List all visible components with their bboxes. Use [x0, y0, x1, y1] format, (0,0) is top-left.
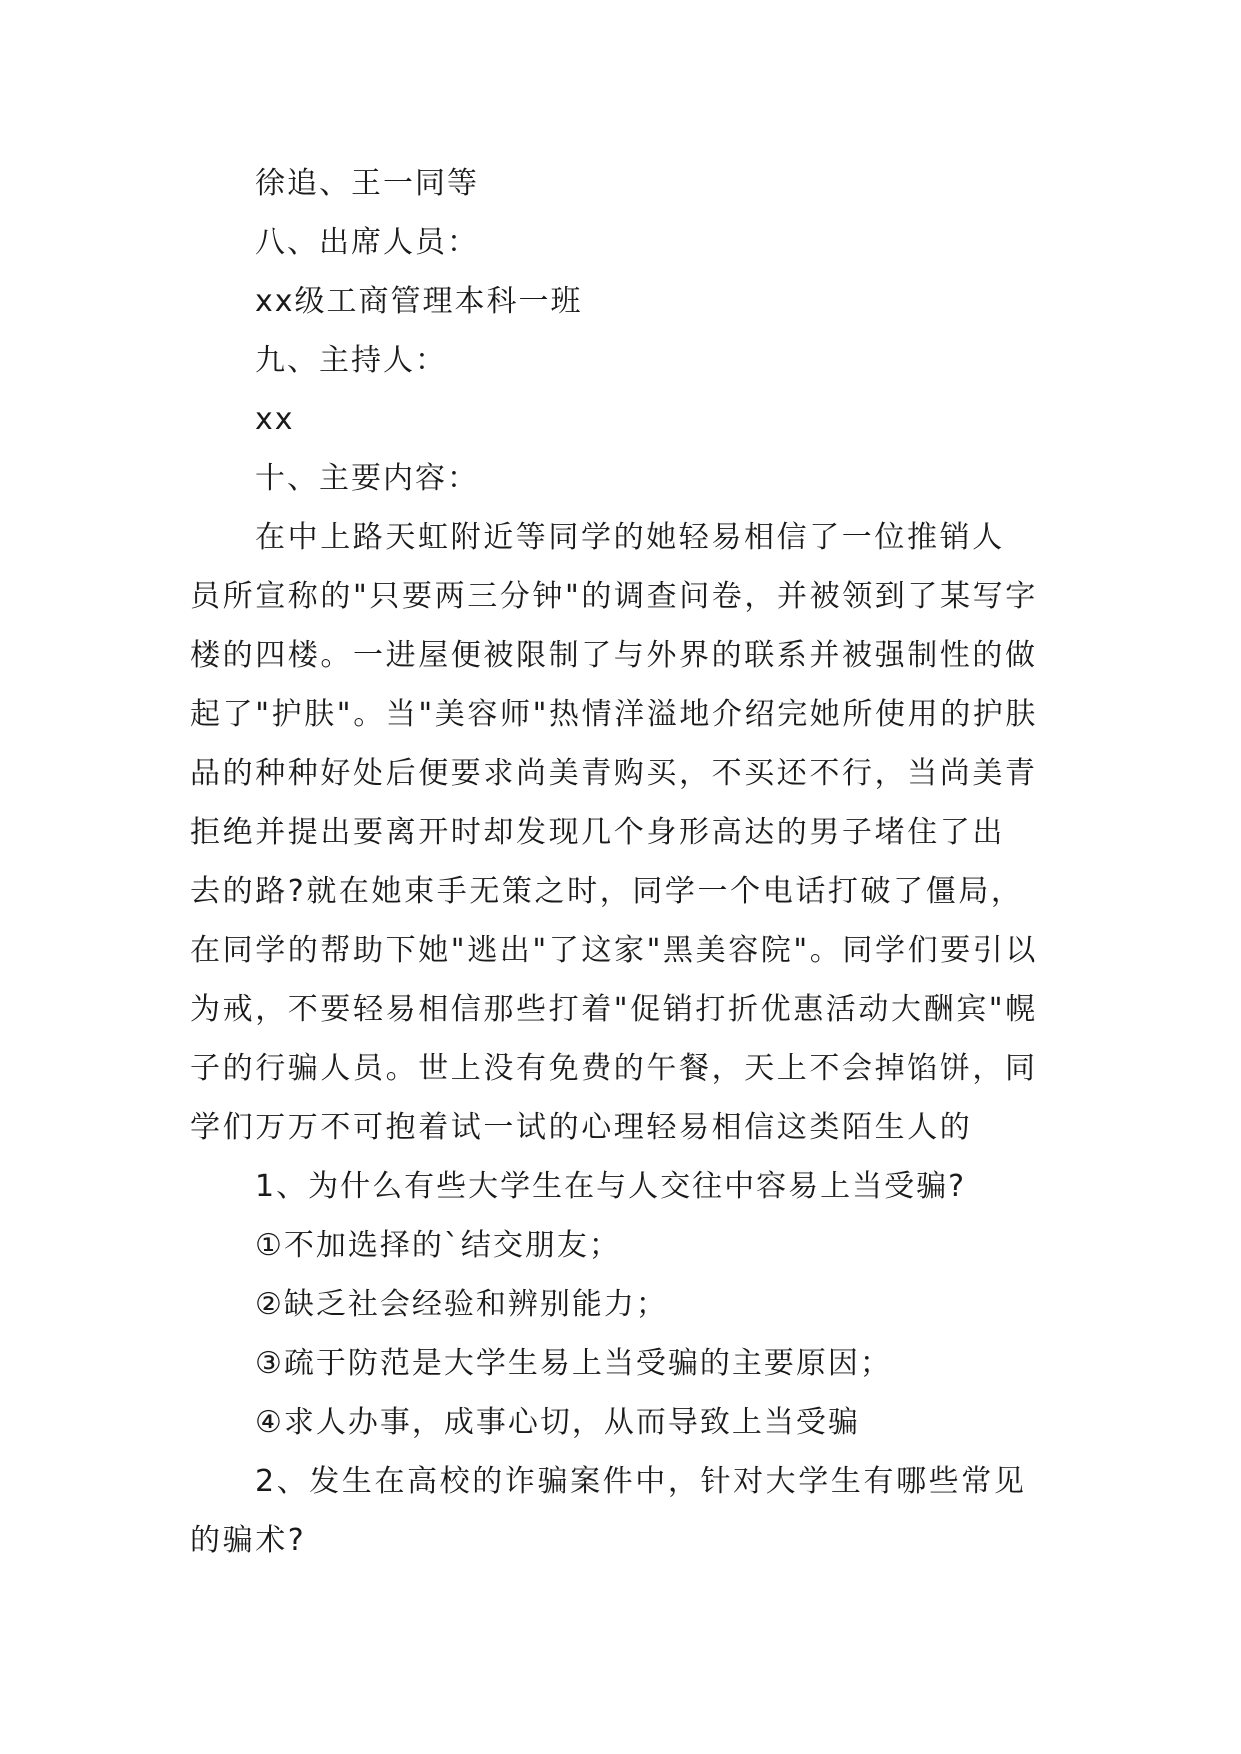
reason-item-2: ②缺乏社会经验和辨别能力；	[255, 1287, 668, 1322]
question-1: 1、为什么有些大学生在与人交往中容易上当受骗?	[255, 1169, 967, 1204]
text-line-participants: 徐追、王一同等	[255, 166, 479, 201]
reason-item-3: ③疏于防范是大学生易上当受骗的主要原因；	[255, 1346, 892, 1381]
paragraph-line: 在同学的帮助下她"逃出"了这家"黑美容院"。同学们要引以	[190, 933, 1038, 968]
document-body	[190, 154, 1060, 1570]
question-2-line: 2、发生在高校的诈骗案件中，针对大学生有哪些常见	[255, 1464, 1027, 1499]
paragraph-line: 学们万万不可抱着试一试的心理轻易相信这类陌生人的	[190, 1110, 973, 1145]
paragraph-line: 在中上路天虹附近等同学的她轻易相信了一位推销人	[255, 520, 1005, 555]
paragraph-line: 楼的四楼。一进屋便被限制了与外界的联系并被强制性的做	[190, 638, 1038, 673]
reason-item-4: ④求人办事，成事心切，从而导致上当受骗	[255, 1405, 860, 1440]
story-paragraph	[190, 508, 1060, 1157]
paragraph-line: 子的行骗人员。世上没有免费的午餐，天上不会掉馅饼，同	[190, 1051, 1038, 1086]
section-heading-host: 九、主持人：	[255, 343, 447, 378]
paragraph-line: 起了"护肤"。当"美容师"热情洋溢地介绍完她所使用的护肤	[190, 697, 1038, 732]
paragraph-line: 为戒，不要轻易相信那些打着"促销打折优惠活动大酬宾"幌	[190, 992, 1038, 1027]
question-2-line: 的骗术?	[190, 1523, 307, 1558]
paragraph-line: 拒绝并提出要离开时却发现几个身形高达的男子堵住了出	[190, 815, 1005, 850]
section-heading-attendees: 八、出席人员：	[255, 225, 479, 260]
paragraph-line: 去的路?就在她束手无策之时，同学一个电话打破了僵局，	[190, 874, 1024, 909]
paragraph-line: 员所宣称的"只要两三分钟"的调查问卷，并被领到了某写字	[190, 579, 1038, 614]
section-heading-content: 十、主要内容：	[255, 461, 479, 496]
text-line-attendees: xx级工商管理本科一班	[255, 284, 583, 319]
text-line-host: xx	[255, 402, 295, 437]
reason-item-1: ①不加选择的`结交朋友；	[255, 1228, 621, 1263]
paragraph-line: 品的种种好处后便要求尚美青购买，不买还不行，当尚美青	[190, 756, 1038, 791]
question-2	[190, 1452, 1060, 1570]
